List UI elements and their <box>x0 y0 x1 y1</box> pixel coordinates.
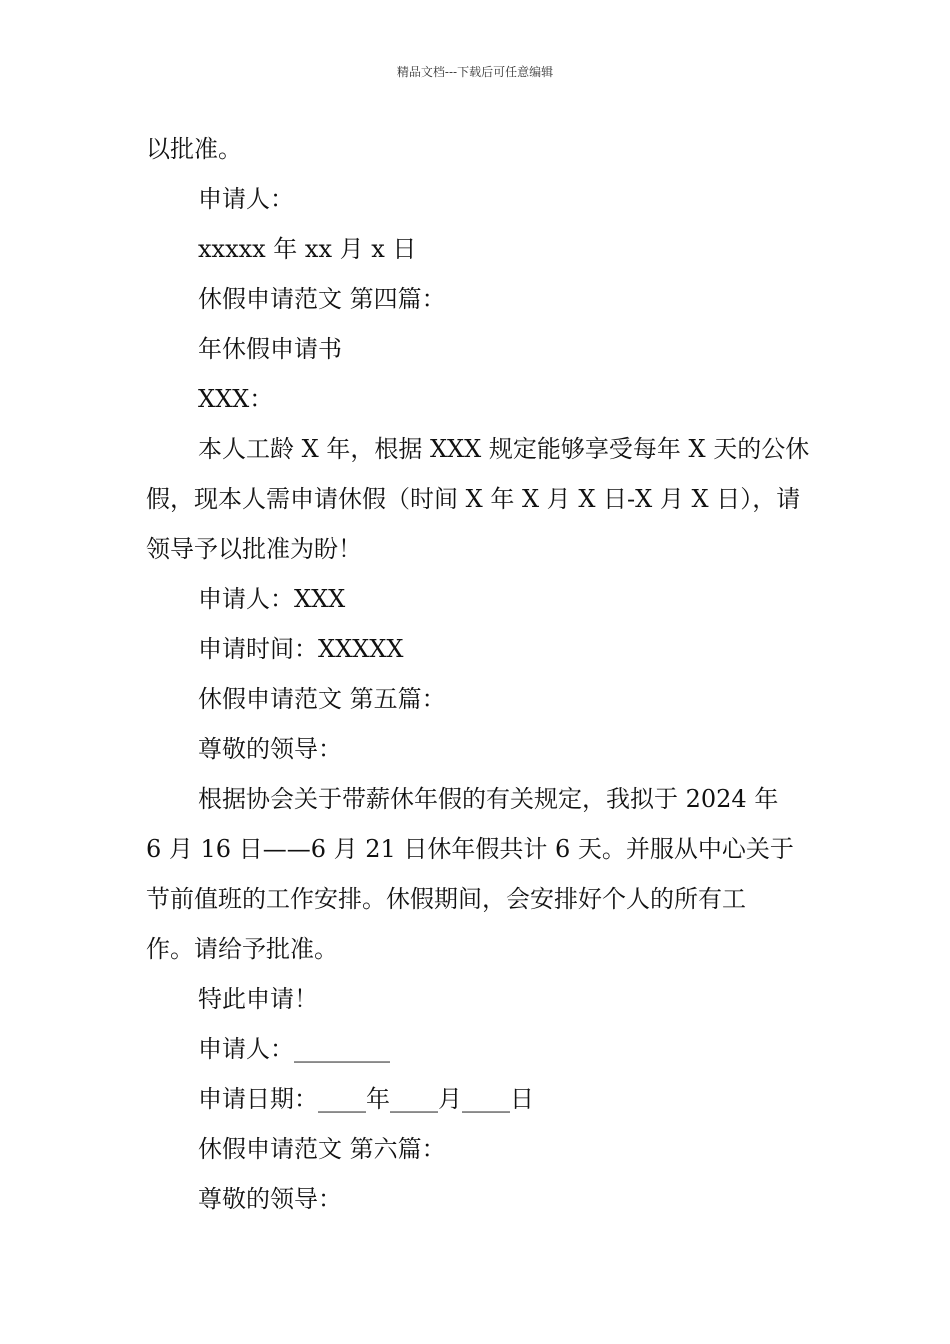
salutation: 尊敬的领导： <box>198 1185 342 1213</box>
paragraph-line: 本人工龄 X 年，根据 XXX 规定能够享受每年 X 天的公休 <box>198 435 810 463</box>
section-title: 休假申请范文 第六篇： <box>198 1135 446 1163</box>
closing-phrase: 特此申请！ <box>198 985 318 1013</box>
salutation: 尊敬的领导： <box>198 735 342 763</box>
document-title: 年休假申请书 <box>198 335 342 363</box>
signature-date: xxxxx 年 xx 月 x 日 <box>198 235 417 263</box>
signature-date-blank: 申请日期：____年____月____日 <box>198 1085 534 1113</box>
paragraph-line: 根据协会关于带薪休年假的有关规定，我拟于 2024 年 <box>198 785 779 813</box>
section-title: 休假申请范文 第五篇： <box>198 685 446 713</box>
signature-time: 申请时间：XXXXX <box>198 635 404 663</box>
document-body <box>146 124 810 1224</box>
text-line: 以批准。 <box>146 135 242 163</box>
paragraph-line: 节前值班的工作安排。休假期间，会安排好个人的所有工 <box>146 885 746 913</box>
signature-applicant-blank: 申请人：________ <box>198 1035 390 1063</box>
paragraph-line: 6 月 16 日——6 月 21 日休年假共计 6 天。并服从中心关于 <box>146 835 794 863</box>
page-header: 精品文档---下载后可任意编辑 <box>396 65 554 79</box>
salutation: XXX： <box>198 385 274 413</box>
section-title: 休假申请范文 第四篇： <box>198 285 446 313</box>
signature-applicant-label: 申请人： <box>198 185 294 213</box>
paragraph-line: 作。请给予批准。 <box>146 935 338 963</box>
signature-applicant: 申请人：XXX <box>198 585 346 613</box>
paragraph-line: 领导予以批准为盼！ <box>146 535 362 563</box>
paragraph-line: 假，现本人需申请休假（时间 X 年 X 月 X 日-X 月 X 日），请 <box>146 485 801 513</box>
